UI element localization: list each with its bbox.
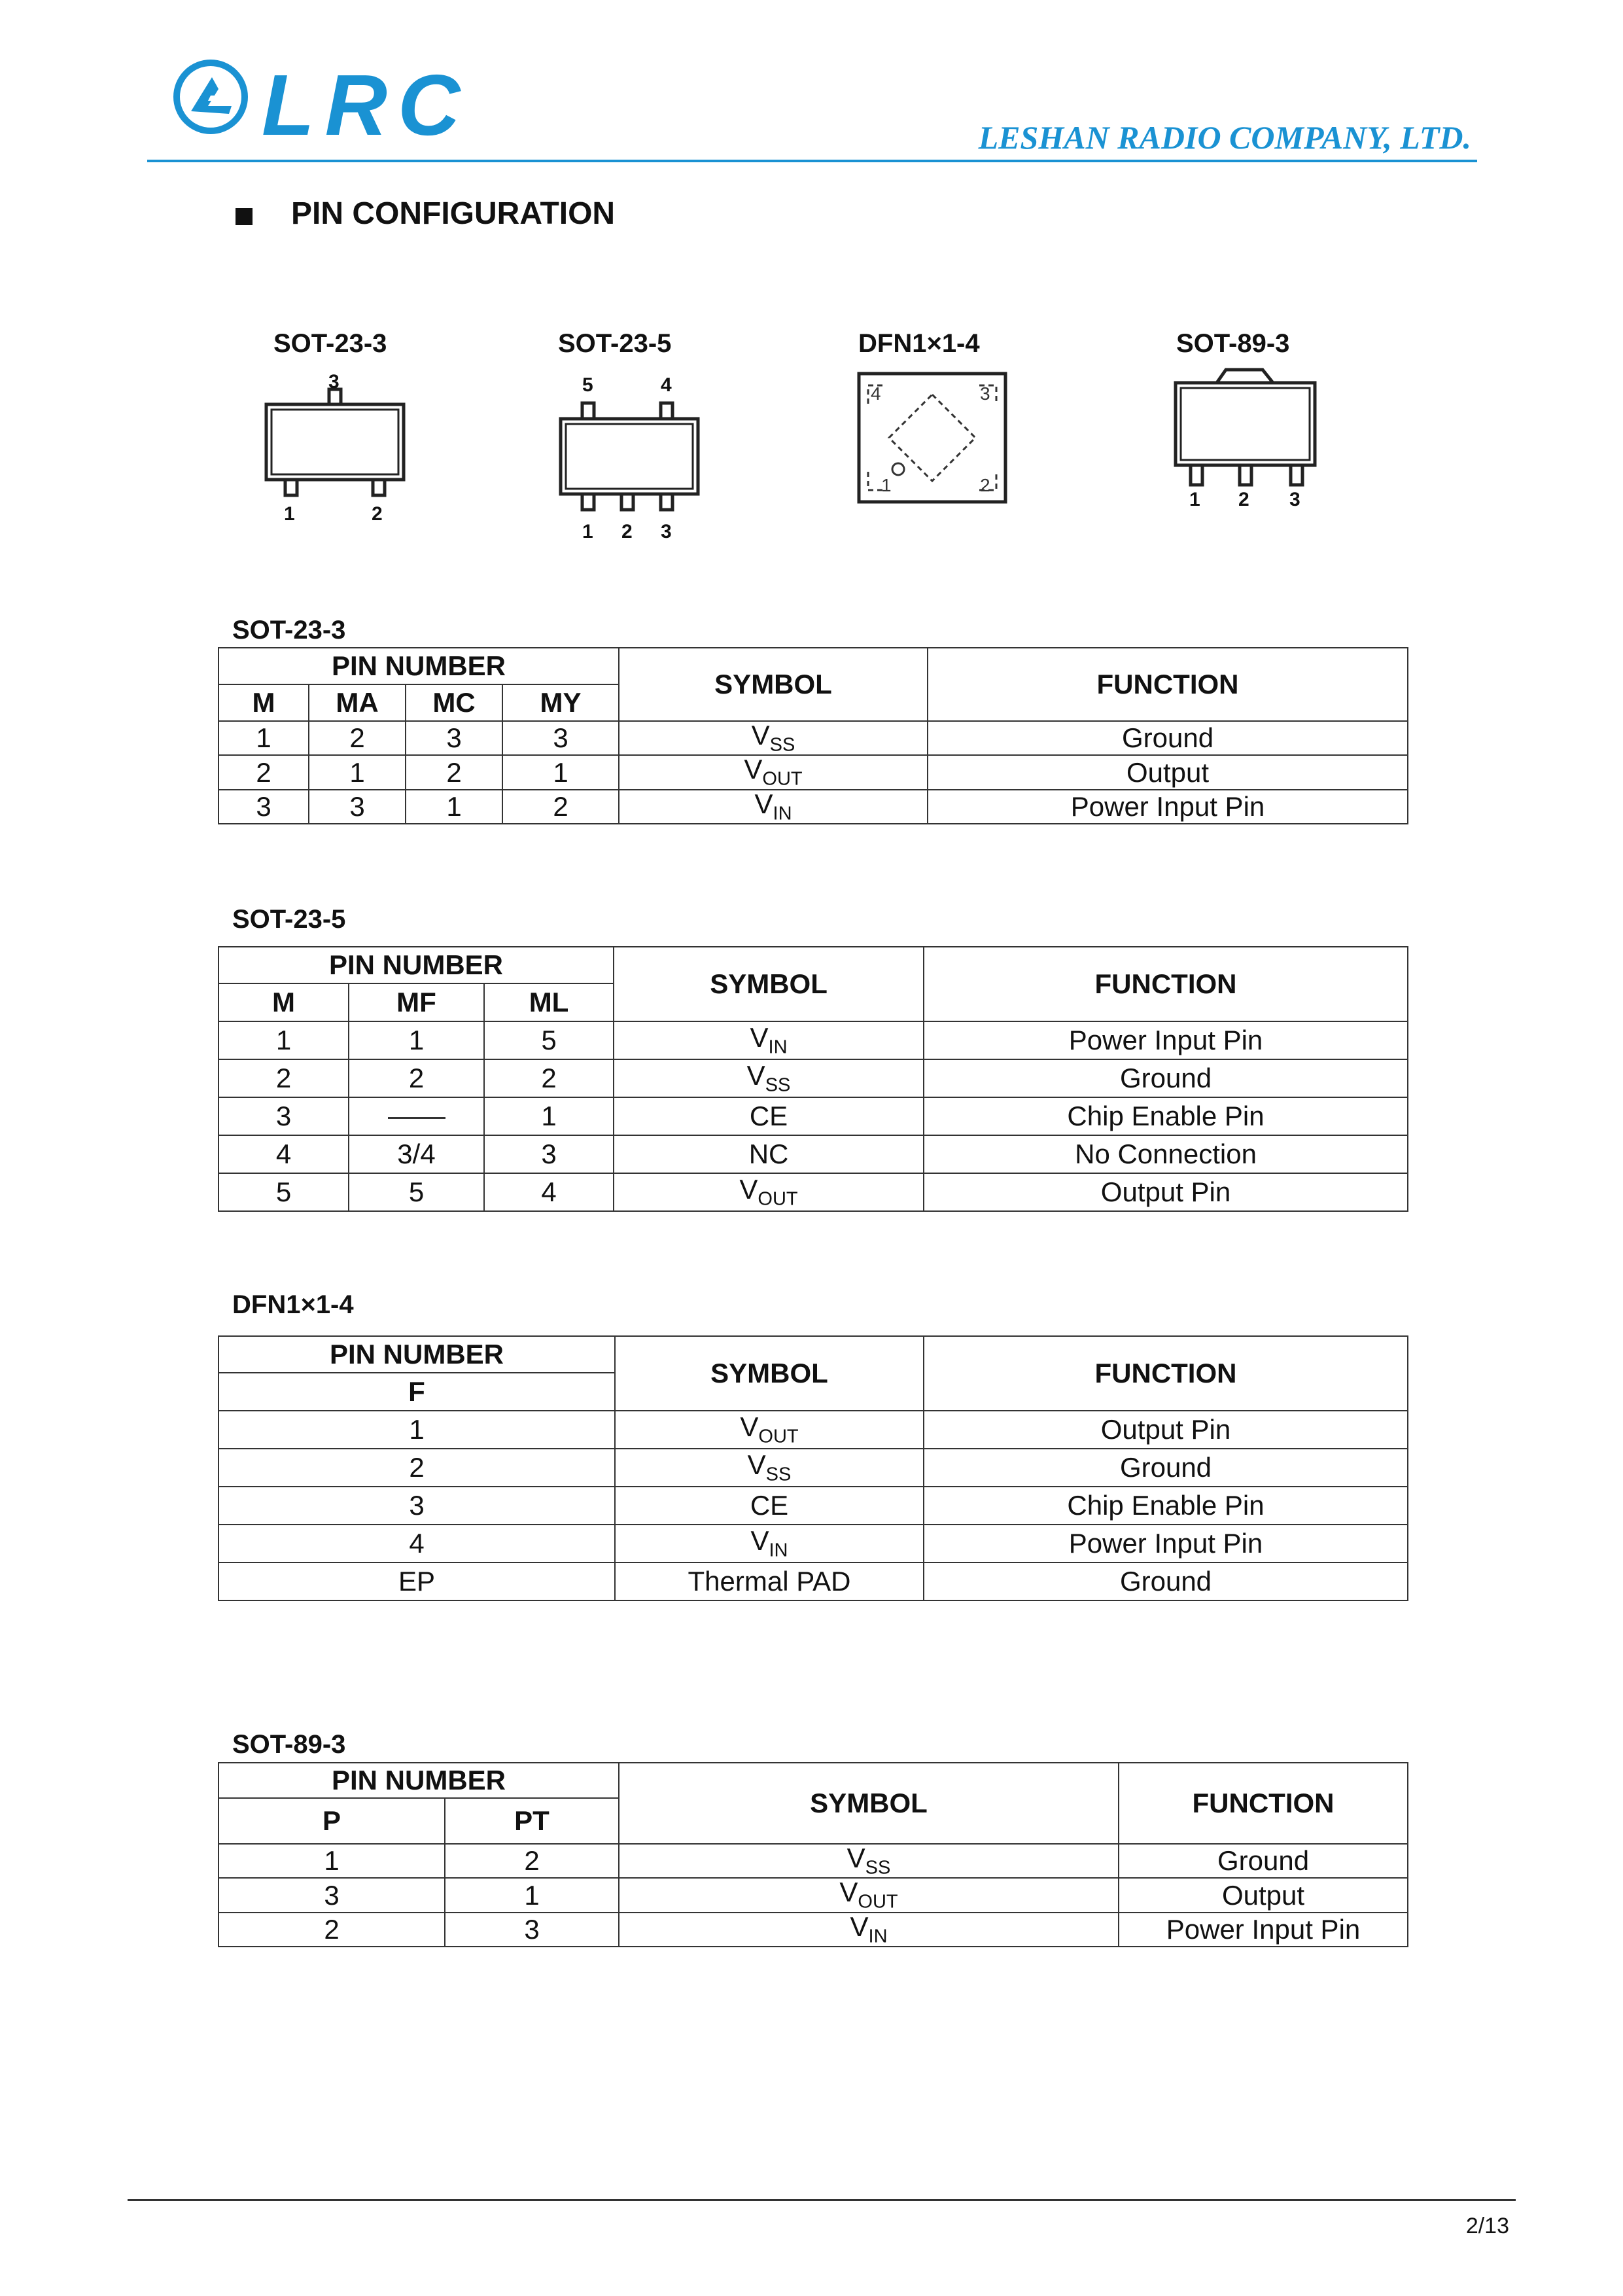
table-title-sot23-5: SOT-23-5 bbox=[232, 905, 346, 934]
pin-number-header: PIN NUMBER bbox=[218, 947, 614, 983]
pin-cell: 4 bbox=[218, 1525, 615, 1563]
symbol-cell bbox=[615, 1411, 924, 1449]
function-header: FUNCTION bbox=[928, 648, 1408, 721]
sot23-3-package-diagram bbox=[262, 363, 412, 527]
pin-cell: 1 bbox=[484, 1097, 614, 1135]
symbol-subscript: IN bbox=[768, 1036, 788, 1058]
symbol-main: NC bbox=[748, 1139, 789, 1169]
page-number: 2/13 bbox=[1465, 2214, 1509, 2238]
table-row bbox=[218, 1525, 1408, 1563]
table-row bbox=[218, 755, 1408, 789]
pin-cell: 1 bbox=[218, 1411, 615, 1449]
table-row bbox=[218, 1913, 1408, 1947]
pin-label: 5 bbox=[582, 374, 593, 396]
pin-cell: 1 bbox=[349, 1021, 484, 1059]
table-row bbox=[218, 1021, 1408, 1059]
pin-label: 2 bbox=[372, 503, 383, 525]
table-title-sot89-3: SOT-89-3 bbox=[232, 1730, 346, 1759]
symbol-main: V bbox=[744, 754, 763, 785]
pin-cell: 1 bbox=[406, 790, 502, 824]
table-row bbox=[218, 1135, 1408, 1173]
symbol-main: V bbox=[740, 1411, 759, 1442]
function-cell: No Connection bbox=[924, 1135, 1408, 1173]
function-cell: Power Input Pin bbox=[924, 1021, 1408, 1059]
pin-cell-empty bbox=[349, 1097, 484, 1135]
pin-cell: 3 bbox=[445, 1913, 619, 1947]
pin-cell: 1 bbox=[218, 721, 309, 755]
function-header: FUNCTION bbox=[1119, 1763, 1408, 1844]
sot89-3-package-diagram bbox=[1171, 363, 1328, 520]
symbol-subscript: IN bbox=[868, 1926, 888, 1947]
table-dfn bbox=[218, 1335, 1408, 1601]
symbol-cell bbox=[619, 721, 928, 755]
table-sot23-3 bbox=[218, 647, 1408, 824]
pin-cell: 3 bbox=[218, 1097, 349, 1135]
column-header: PT bbox=[445, 1798, 619, 1844]
symbol-cell bbox=[619, 1878, 1119, 1912]
column-header: F bbox=[218, 1373, 615, 1411]
package-label-sot23-5: SOT-23-5 bbox=[558, 329, 672, 358]
pin-cell: 5 bbox=[349, 1173, 484, 1211]
column-header: M bbox=[218, 684, 309, 721]
table-row bbox=[218, 1844, 1408, 1878]
symbol-header: SYMBOL bbox=[615, 1336, 924, 1411]
function-cell: Ground bbox=[924, 1563, 1408, 1600]
pin-cell: 2 bbox=[484, 1059, 614, 1097]
pin-cell: 2 bbox=[406, 755, 502, 789]
function-cell: Output Pin bbox=[924, 1173, 1408, 1211]
pin-cell: 3 bbox=[218, 1878, 445, 1912]
symbol-main: V bbox=[746, 1059, 765, 1091]
pin-cell: 5 bbox=[218, 1173, 349, 1211]
symbol-main: Thermal PAD bbox=[688, 1566, 851, 1597]
symbol-main: V bbox=[750, 1021, 769, 1053]
symbol-main: V bbox=[846, 1843, 865, 1873]
lrc-logo-icon bbox=[171, 58, 250, 136]
pin-cell: 3 bbox=[218, 790, 309, 824]
function-header: FUNCTION bbox=[924, 1336, 1408, 1411]
symbol-subscript: IN bbox=[769, 1540, 788, 1561]
pin-cell: 1 bbox=[309, 755, 406, 789]
pin-label: 2 bbox=[1238, 489, 1249, 510]
column-header: MY bbox=[502, 684, 619, 721]
pin-number-header: PIN NUMBER bbox=[218, 1763, 619, 1798]
table-sot89-3 bbox=[218, 1762, 1408, 1947]
symbol-cell bbox=[614, 1021, 924, 1059]
table-row bbox=[218, 1878, 1408, 1912]
pin-label: 2 bbox=[980, 475, 990, 495]
symbol-cell bbox=[619, 790, 928, 824]
pin-cell: 2 bbox=[218, 1913, 445, 1947]
pin-label: 1 bbox=[1189, 489, 1200, 510]
symbol-subscript: OUT bbox=[758, 1188, 798, 1210]
symbol-header: SYMBOL bbox=[619, 1763, 1119, 1844]
pin-label: 1 bbox=[881, 475, 892, 495]
column-header: ML bbox=[484, 983, 614, 1021]
table-row bbox=[218, 1097, 1408, 1135]
symbol-subscript: OUT bbox=[762, 768, 803, 790]
table-sot23-5 bbox=[218, 946, 1408, 1212]
function-cell: Ground bbox=[924, 1059, 1408, 1097]
pin-cell: 1 bbox=[218, 1844, 445, 1878]
symbol-cell bbox=[614, 1173, 924, 1211]
table-row bbox=[218, 1487, 1408, 1525]
table-row bbox=[218, 1449, 1408, 1487]
section-bullet-icon bbox=[236, 208, 253, 225]
function-header: FUNCTION bbox=[924, 947, 1408, 1021]
pin-cell: EP bbox=[218, 1563, 615, 1600]
column-header: P bbox=[218, 1798, 445, 1844]
function-cell: Ground bbox=[1119, 1844, 1408, 1878]
symbol-main: V bbox=[747, 1449, 766, 1480]
pin-cell: 2 bbox=[218, 755, 309, 789]
pin-cell: 3 bbox=[218, 1487, 615, 1525]
pin-label: 4 bbox=[871, 383, 881, 404]
dfn-package-diagram bbox=[854, 370, 1011, 507]
function-cell: Power Input Pin bbox=[928, 790, 1408, 824]
em-dash bbox=[388, 1117, 445, 1119]
symbol-main: V bbox=[754, 788, 773, 819]
pin-number-header: PIN NUMBER bbox=[218, 648, 619, 684]
symbol-subscript: IN bbox=[773, 803, 792, 824]
symbol-main: CE bbox=[749, 1101, 788, 1131]
pin-cell: 4 bbox=[484, 1173, 614, 1211]
pin-cell: 3 bbox=[502, 721, 619, 755]
column-header: MC bbox=[406, 684, 502, 721]
pin-cell: 5 bbox=[484, 1021, 614, 1059]
package-label-sot89-3: SOT-89-3 bbox=[1176, 329, 1290, 358]
symbol-cell bbox=[619, 1844, 1119, 1878]
table-row bbox=[218, 790, 1408, 824]
pin-cell: 2 bbox=[309, 721, 406, 755]
table-row bbox=[218, 721, 1408, 755]
function-cell: Output bbox=[928, 755, 1408, 789]
symbol-cell bbox=[615, 1449, 924, 1487]
function-cell: Chip Enable Pin bbox=[924, 1097, 1408, 1135]
pin-cell: 3 bbox=[484, 1135, 614, 1173]
function-cell: Ground bbox=[924, 1449, 1408, 1487]
function-cell: Ground bbox=[928, 721, 1408, 755]
pin-cell: 2 bbox=[218, 1449, 615, 1487]
pin-label: 1 bbox=[284, 503, 295, 525]
symbol-main: V bbox=[850, 1911, 869, 1942]
symbol-cell bbox=[615, 1563, 924, 1600]
function-cell: Power Input Pin bbox=[1119, 1913, 1408, 1947]
symbol-subscript: OUT bbox=[758, 1426, 799, 1447]
pin-cell: 2 bbox=[218, 1059, 349, 1097]
column-header: MF bbox=[349, 983, 484, 1021]
pin-label: 2 bbox=[621, 521, 633, 542]
symbol-cell bbox=[615, 1525, 924, 1563]
symbol-subscript: SS bbox=[765, 1074, 791, 1096]
symbol-cell bbox=[615, 1487, 924, 1525]
pin-number-header: PIN NUMBER bbox=[218, 1336, 615, 1373]
function-cell: Output Pin bbox=[924, 1411, 1408, 1449]
column-header: MA bbox=[309, 684, 406, 721]
section-title: PIN CONFIGURATION bbox=[291, 196, 616, 231]
pin-cell: 1 bbox=[445, 1878, 619, 1912]
pin-cell: 2 bbox=[349, 1059, 484, 1097]
symbol-main: V bbox=[839, 1877, 858, 1908]
pin-label: 4 bbox=[661, 374, 672, 396]
symbol-cell bbox=[614, 1135, 924, 1173]
symbol-header: SYMBOL bbox=[619, 648, 928, 721]
symbol-cell bbox=[619, 755, 928, 789]
table-title-sot23-3: SOT-23-3 bbox=[232, 616, 346, 645]
symbol-cell bbox=[614, 1059, 924, 1097]
symbol-subscript: SS bbox=[769, 734, 795, 756]
header-rule bbox=[147, 160, 1477, 162]
symbol-main: CE bbox=[750, 1490, 789, 1521]
pin-label: 1 bbox=[582, 521, 593, 542]
pin-cell: 3 bbox=[309, 790, 406, 824]
table-row bbox=[218, 1411, 1408, 1449]
pin-cell: 3 bbox=[406, 721, 502, 755]
table-row bbox=[218, 1173, 1408, 1211]
column-header: M bbox=[218, 983, 349, 1021]
company-name: LESHAN RADIO COMPANY, LTD. bbox=[978, 119, 1471, 156]
symbol-subscript: OUT bbox=[858, 1891, 898, 1913]
table-title-dfn: DFN1×1-4 bbox=[232, 1290, 354, 1319]
symbol-main: V bbox=[739, 1173, 758, 1205]
pin-label: 3 bbox=[980, 383, 990, 404]
symbol-main: V bbox=[750, 1525, 769, 1556]
package-label-dfn: DFN1×1-4 bbox=[858, 329, 980, 358]
symbol-cell bbox=[614, 1097, 924, 1135]
symbol-header: SYMBOL bbox=[614, 947, 924, 1021]
symbol-subscript: SS bbox=[765, 1464, 792, 1485]
pin-cell: 2 bbox=[445, 1844, 619, 1878]
pin-cell: 2 bbox=[502, 790, 619, 824]
pin-label: 3 bbox=[661, 521, 672, 542]
symbol-main: V bbox=[751, 720, 770, 751]
table-row bbox=[218, 1059, 1408, 1097]
table-row bbox=[218, 1563, 1408, 1600]
pin-label: 3 bbox=[328, 371, 340, 393]
symbol-cell bbox=[619, 1913, 1119, 1947]
pin-cell: 4 bbox=[218, 1135, 349, 1173]
package-label-sot23-3: SOT-23-3 bbox=[273, 329, 387, 358]
function-cell: Power Input Pin bbox=[924, 1525, 1408, 1563]
footer-rule bbox=[128, 2199, 1516, 2201]
pin-cell: 1 bbox=[502, 755, 619, 789]
pin-cell: 1 bbox=[218, 1021, 349, 1059]
function-cell: Chip Enable Pin bbox=[924, 1487, 1408, 1525]
sot23-5-package-diagram bbox=[556, 366, 707, 550]
function-cell: Output bbox=[1119, 1878, 1408, 1912]
pin-cell: 3/4 bbox=[349, 1135, 484, 1173]
pin-label: 3 bbox=[1289, 489, 1300, 510]
symbol-subscript: SS bbox=[865, 1857, 891, 1879]
logo-text: LRC bbox=[262, 57, 471, 153]
